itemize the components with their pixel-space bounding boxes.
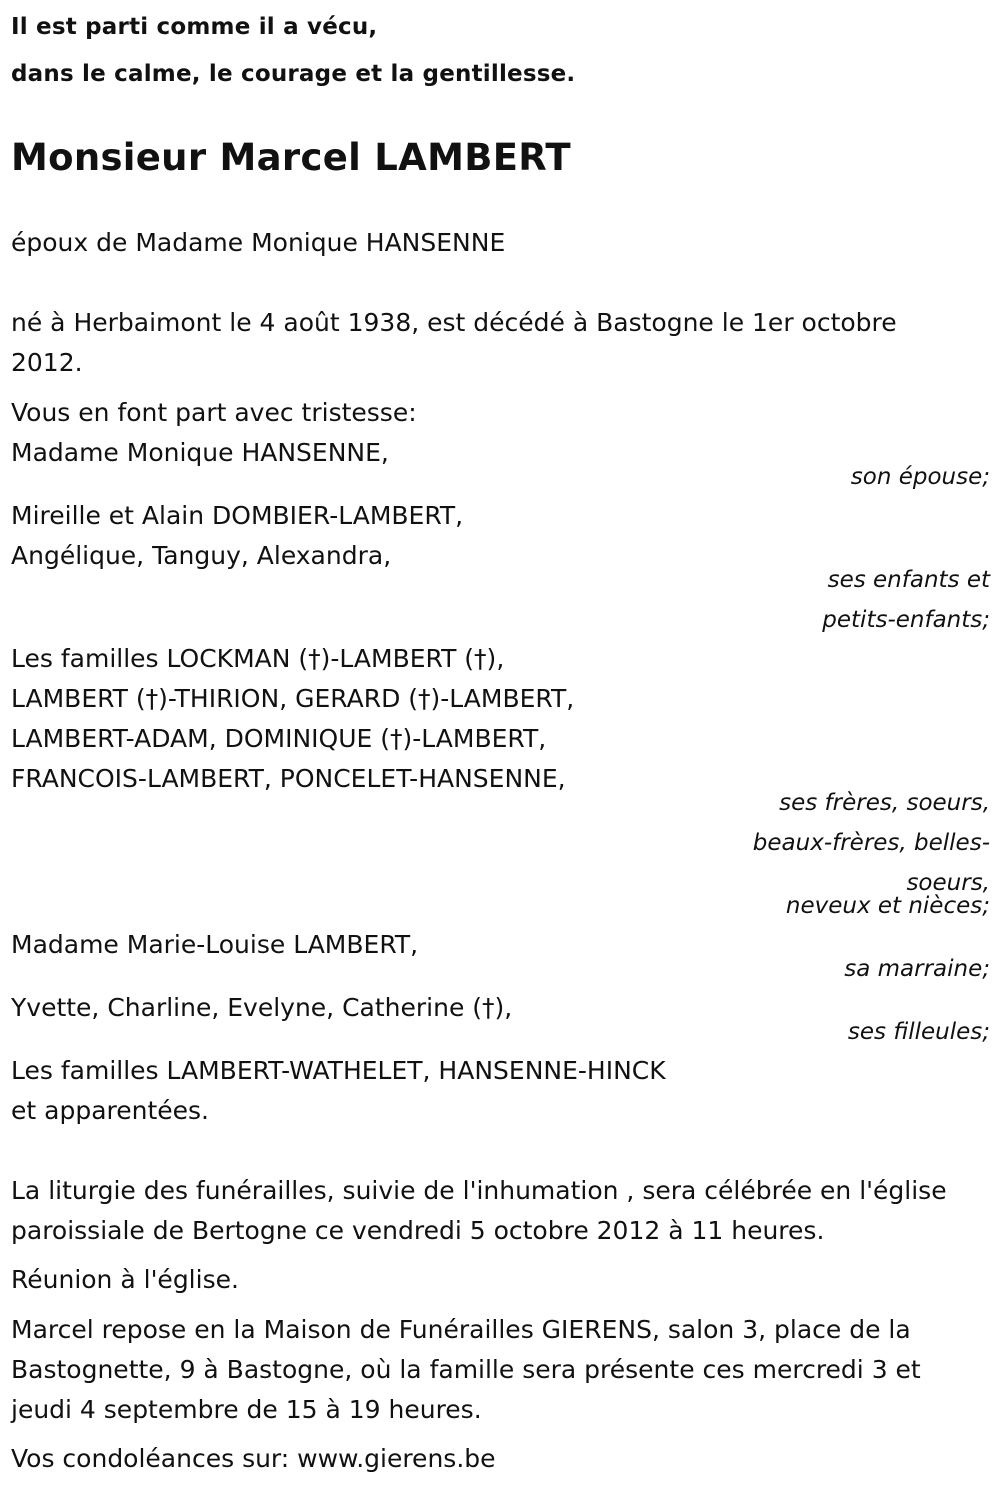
liturgy-line-2: paroissiale de Bertogne ce vendredi 5 octobre 2012 à 11 heures. bbox=[11, 1216, 825, 1245]
relation-label: son épouse; bbox=[850, 464, 990, 490]
spouse-line: époux de Madame Monique HANSENNE bbox=[11, 228, 506, 257]
meeting-line: Réunion à l'église. bbox=[11, 1265, 239, 1294]
mourner-line: Les familles LOCKMAN (†)-LAMBERT (†), bbox=[11, 644, 505, 673]
announcement-intro: Vous en font part avec tristesse: bbox=[11, 398, 417, 427]
rest-line-3: jeudi 4 septembre de 15 à 19 heures. bbox=[11, 1395, 482, 1424]
birth-death-line-2: 2012. bbox=[11, 348, 83, 377]
rest-line-1: Marcel repose en la Maison de Funérailles GIERENS, salon 3, place de la bbox=[11, 1315, 911, 1344]
relation-label: soeurs, bbox=[906, 870, 990, 896]
mourner-line: Yvette, Charline, Evelyne, Catherine (†), bbox=[11, 993, 513, 1022]
mourner-line: Angélique, Tanguy, Alexandra, bbox=[11, 541, 392, 570]
mourner-line: et apparentées. bbox=[11, 1096, 209, 1125]
mourner-line: Madame Marie-Louise LAMBERT, bbox=[11, 930, 419, 959]
condolences-line: Vos condoléances sur: www.gierens.be bbox=[11, 1444, 496, 1473]
mourner-line: FRANCOIS-LAMBERT, PONCELET-HANSENNE, bbox=[11, 764, 566, 793]
deceased-name: Monsieur Marcel LAMBERT bbox=[11, 136, 571, 179]
relation-label: beaux-frères, belles- bbox=[752, 830, 990, 856]
rest-line-2: Bastognette, 9 à Bastogne, où la famille sera présente ces mercredi 3 et bbox=[11, 1355, 921, 1384]
relation-label: petits-enfants; bbox=[822, 607, 990, 633]
birth-death-line-1: né à Herbaimont le 4 août 1938, est décédé à Bastogne le 1er octobre bbox=[11, 308, 897, 337]
mourner-line: Madame Monique HANSENNE, bbox=[11, 438, 389, 467]
epitaph-line-2: dans le calme, le courage et la gentillesse. bbox=[11, 61, 576, 87]
mourner-line: Les familles LAMBERT-WATHELET, HANSENNE-HINCK bbox=[11, 1056, 666, 1085]
mourner-line: LAMBERT-ADAM, DOMINIQUE (†)-LAMBERT, bbox=[11, 724, 547, 753]
relation-label: ses filleules; bbox=[847, 1019, 990, 1045]
liturgy-line-1: La liturgie des funérailles, suivie de l'inhumation , sera célébrée en l'église bbox=[11, 1176, 947, 1205]
relation-label: ses frères, soeurs, bbox=[779, 790, 990, 816]
mourner-line: LAMBERT (†)-THIRION, GERARD (†)-LAMBERT, bbox=[11, 684, 575, 713]
epitaph-line-1: Il est parti comme il a vécu, bbox=[11, 14, 378, 40]
relation-label: sa marraine; bbox=[844, 956, 990, 982]
relation-label: neveux et nièces; bbox=[785, 893, 990, 919]
mourner-line: Mireille et Alain DOMBIER-LAMBERT, bbox=[11, 501, 464, 530]
relation-label: ses enfants et bbox=[827, 567, 990, 593]
